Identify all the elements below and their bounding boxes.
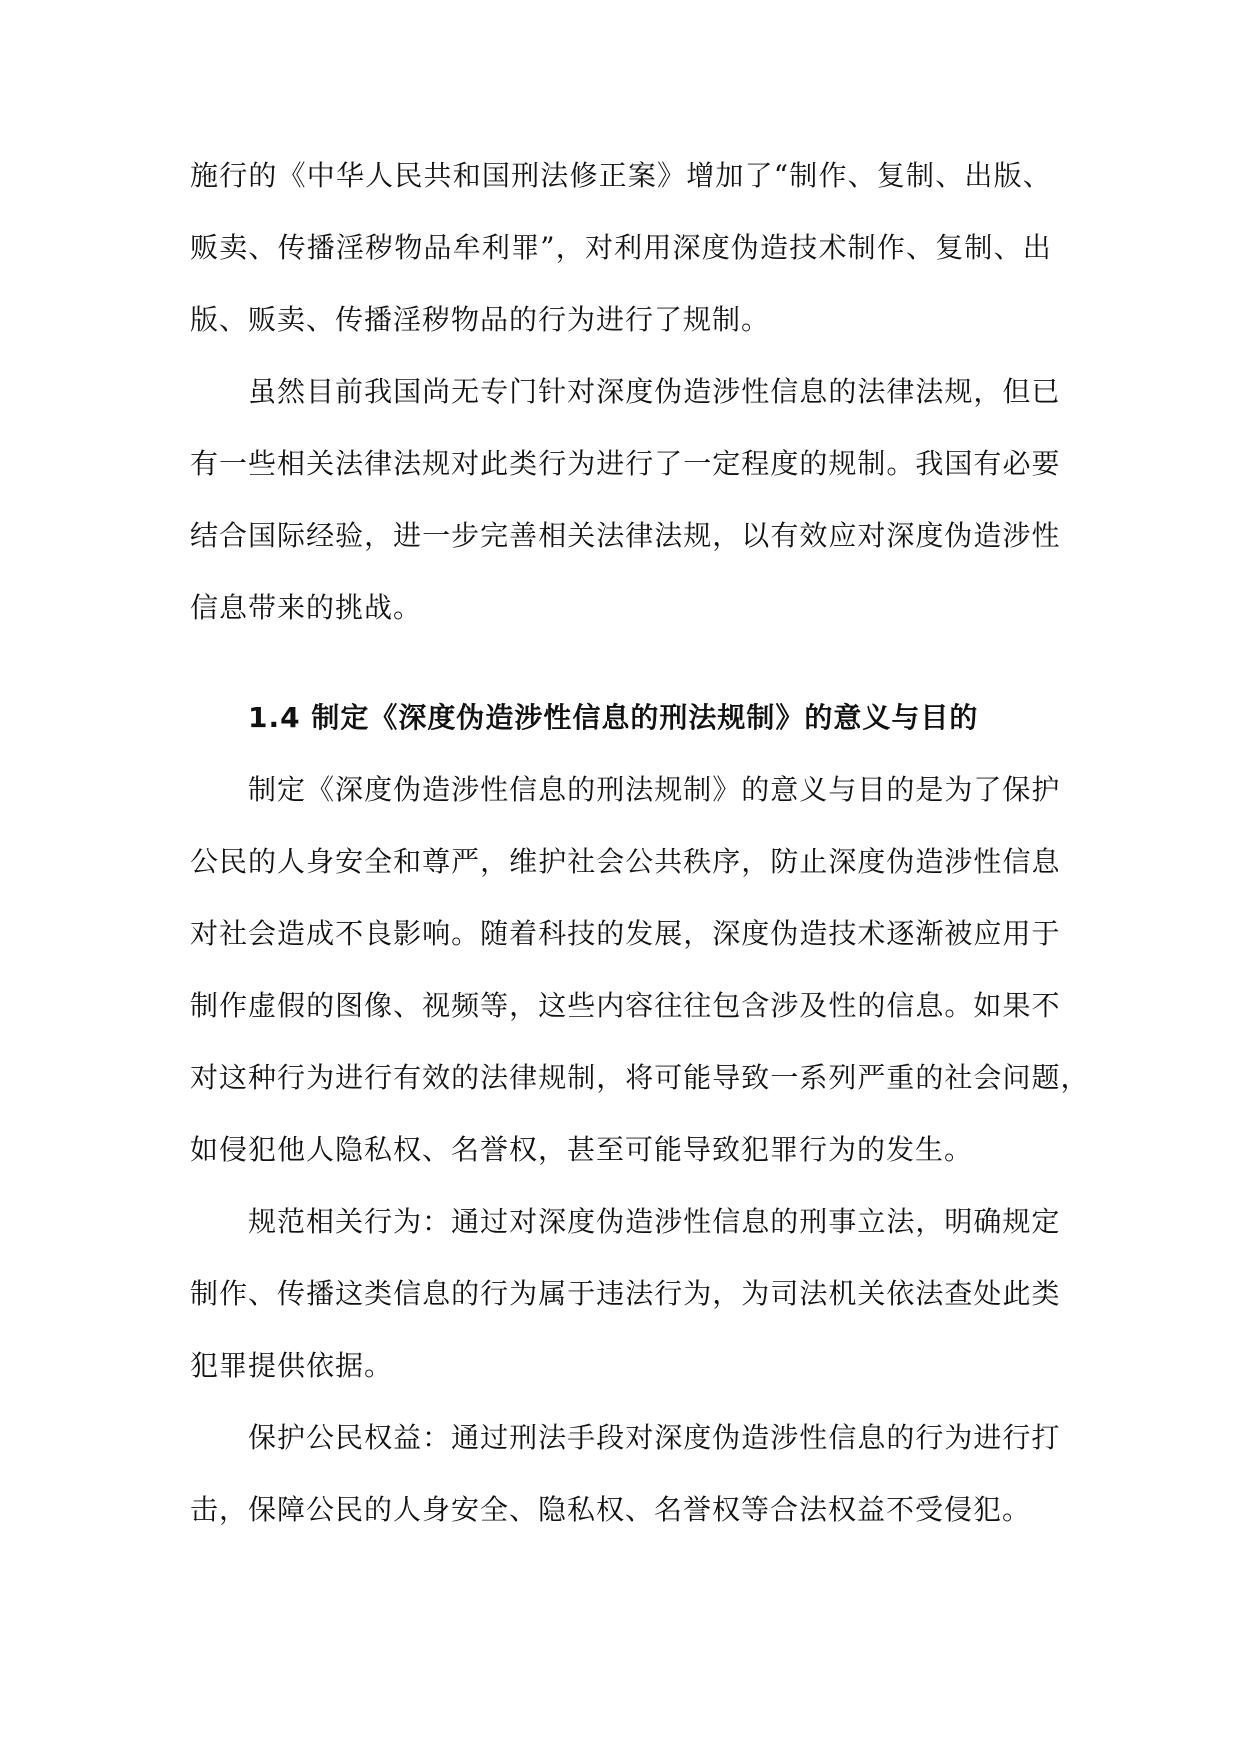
paragraph-line: 虽 然 目 前 我 国 尚 无 专 门 针 对 深 度 伪 造 涉 性 信 息 的 法 律 法 规 ， 但 已 xyxy=(248,375,1061,408)
paragraph-line: 保 护 公 民 权 益 ： 通 过 刑 法 手 段 对 深 度 伪 造 涉 性 信 息 的 行 为 进 行 打 xyxy=(248,1421,1061,1454)
paragraph-line: 制 作 、 传 播 这 类 信 息 的 行 为 属 于 违 法 行 为 ， 为 司 法 机 关 依 法 查 处 此 类 xyxy=(190,1277,1061,1310)
paragraph-line: 犯罪提供依据。 xyxy=(190,1349,394,1382)
section-spacer xyxy=(190,644,1052,682)
paragraph-line: 制 定 《 深 度 伪 造 涉 性 信 息 的 刑 法 规 制 》 的 意 义 与 目 的 是 为 了 保 护 xyxy=(248,773,1061,806)
paragraph-line: 规 范 相 关 行 为 ： 通 过 对 深 度 伪 造 涉 性 信 息 的 刑 事 立 法 ， 明 确 规 定 xyxy=(248,1205,1061,1238)
paragraph-line: 对 这 种 行 为 进 行 有 效 的 法 律 规 制 ， 将 可 能 导 致 一 系 列 严 重 的 社 会 问 题 ， xyxy=(190,1061,1090,1094)
section-heading: 1.4 制定《深度伪造涉性信息的刑法规制》的意义与目的 xyxy=(248,701,979,734)
paragraph-line: 如侵犯他人隐私权、名誉权，甚至可能导致犯罪行为的发生。 xyxy=(190,1133,974,1166)
paragraph-line: 公 民 的 人 身 安 全 和 尊 严 ， 维 护 社 会 公 共 秩 序 ， 防 止 深 度 伪 造 涉 性 信 息 xyxy=(190,845,1061,878)
paragraph-line: 有 一 些 相 关 法 律 法 规 对 此 类 行 为 进 行 了 一 定 程 度 的 规 制 。 我 国 有 必 要 xyxy=(190,447,1061,480)
paragraph-line: 击，保障公民的人身安全、隐私权、名誉权等合法权益不受侵犯。 xyxy=(190,1493,1032,1526)
paragraph-line: 制 作 虚 假 的 图 像 、 视 频 等 ， 这 些 内 容 往 往 包 含 涉 及 性 的 信 息 。 如 果 不 xyxy=(190,989,1061,1022)
paragraph-line: 施 行 的 《 中 华 人 民 共 和 国 刑 法 修 正 案 》 增 加 了 “ 制 作 、 复 制 、 出 版 、 xyxy=(190,159,1052,192)
paragraph-line: 版、贩卖、传播淫秽物品的行为进行了规制。 xyxy=(190,303,771,336)
paragraph-line: 结 合 国 际 经 验 ， 进 一 步 完 善 相 关 法 律 法 规 ， 以 有 效 应 对 深 度 伪 造 涉 性 xyxy=(190,519,1061,552)
paragraph-line: 对 社 会 造 成 不 良 影 响 。 随 着 科 技 的 发 展 ， 深 度 伪 造 技 术 逐 渐 被 应 用 于 xyxy=(190,917,1061,950)
paragraph-line: 贩 卖 、 传 播 淫 秽 物 品 牟 利 罪 ” ， 对 利 用 深 度 伪 造 技 术 制 作 、 复 制 、 出 xyxy=(190,231,1052,264)
paragraph-line: 信息带来的挑战。 xyxy=(190,591,423,624)
document-body xyxy=(190,140,1090,1546)
